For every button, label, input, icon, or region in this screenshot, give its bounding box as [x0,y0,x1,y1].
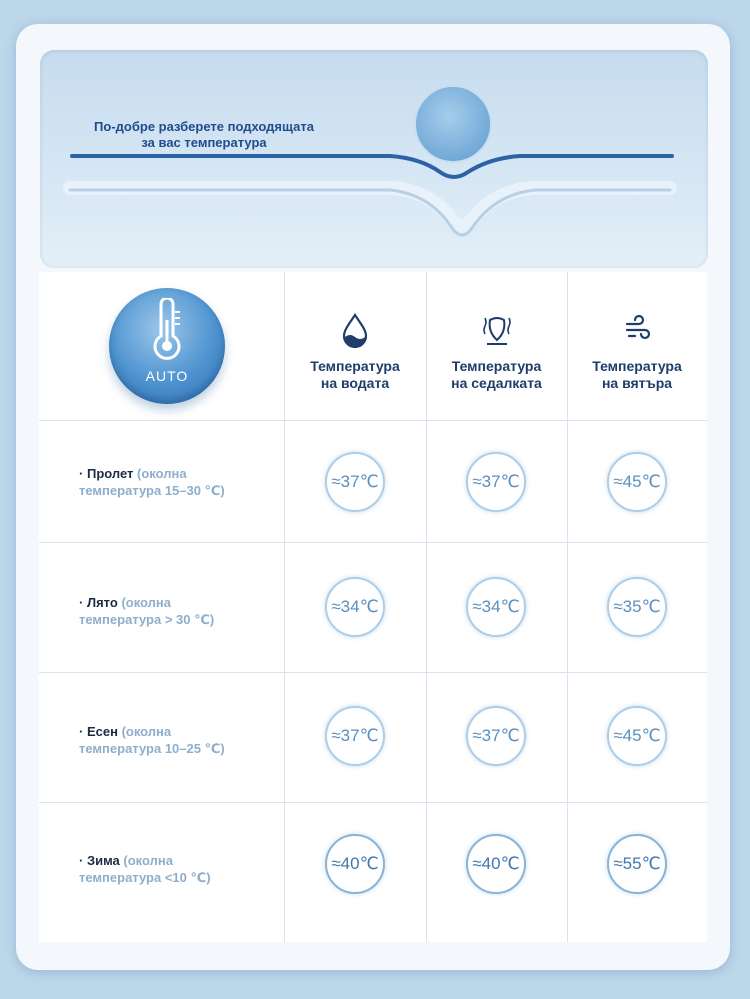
season-label-winter [79,852,299,886]
auto-label: AUTO [145,368,189,384]
column-title-line2: на водата [320,375,390,391]
season-name: Зима [86,853,120,868]
seat-heat-icon [481,312,513,348]
bullet: · [79,724,84,739]
auto-mode-badge [109,288,225,404]
column-title [284,358,426,392]
ambient-range: (околна [121,724,172,739]
wind-icon [621,312,653,348]
column-header-seat [426,272,567,420]
water-temp-spring: ≈37℃ [325,452,385,512]
bullet: · [79,595,84,610]
wind-temp-winter: ≈55℃ [607,834,667,894]
column-title [426,358,567,392]
water-drop-icon [339,312,371,348]
column-title-line2: на вятъра [601,375,673,391]
ambient-range: температура <10 ℃) [79,870,211,885]
water-temp-winter: ≈40℃ [325,834,385,894]
column-title-line1: Температура [451,358,542,374]
ambient-range: (околна [123,853,173,868]
wind-temp-spring: ≈45℃ [607,452,667,512]
ambient-range: (околна [137,466,187,481]
season-name: Лято [86,595,118,610]
ambient-range: температура 15–30 ℃) [79,483,225,498]
divider [39,542,707,543]
season-label-spring [79,465,299,499]
water-temp-autumn: ≈37℃ [325,706,385,766]
seat-temp-summer: ≈34℃ [466,577,526,637]
divider [39,802,707,803]
temperature-table [39,272,707,942]
wind-temp-autumn: ≈45℃ [607,706,667,766]
column-header-wind [567,272,707,420]
seat-temp-autumn: ≈37℃ [466,706,526,766]
bullet: · [79,466,84,481]
column-title-line1: Температура [310,358,400,374]
ambient-range: температура 10–25 ℃) [79,741,225,756]
seat-temp-spring: ≈37℃ [466,452,526,512]
wind-temp-summer: ≈35℃ [607,577,667,637]
banner-title [74,119,334,151]
column-title-line2: на седалката [451,375,542,391]
banner-title-line1: По-добре разберете подходящата [94,119,314,134]
temperature-slider-banner [40,50,708,268]
water-temp-summer: ≈34℃ [325,577,385,637]
slider-track-graphic [40,50,708,268]
column-title [567,358,707,392]
ambient-range: (околна [121,595,171,610]
divider [39,420,707,421]
bullet: · [79,853,84,868]
slider-knob[interactable] [415,86,491,162]
column-title-line1: Температура [592,358,682,374]
banner-title-line2: за вас температура [141,135,267,150]
season-label-summer [79,594,299,628]
divider [39,672,707,673]
season-name: Пролет [86,466,134,481]
column-header-water [284,272,426,420]
season-label-autumn [79,723,299,757]
season-name: Есен [86,724,118,739]
seat-temp-winter: ≈40℃ [466,834,526,894]
thermometer-icon [147,298,187,362]
ambient-range: температура > 30 ℃) [79,612,215,627]
